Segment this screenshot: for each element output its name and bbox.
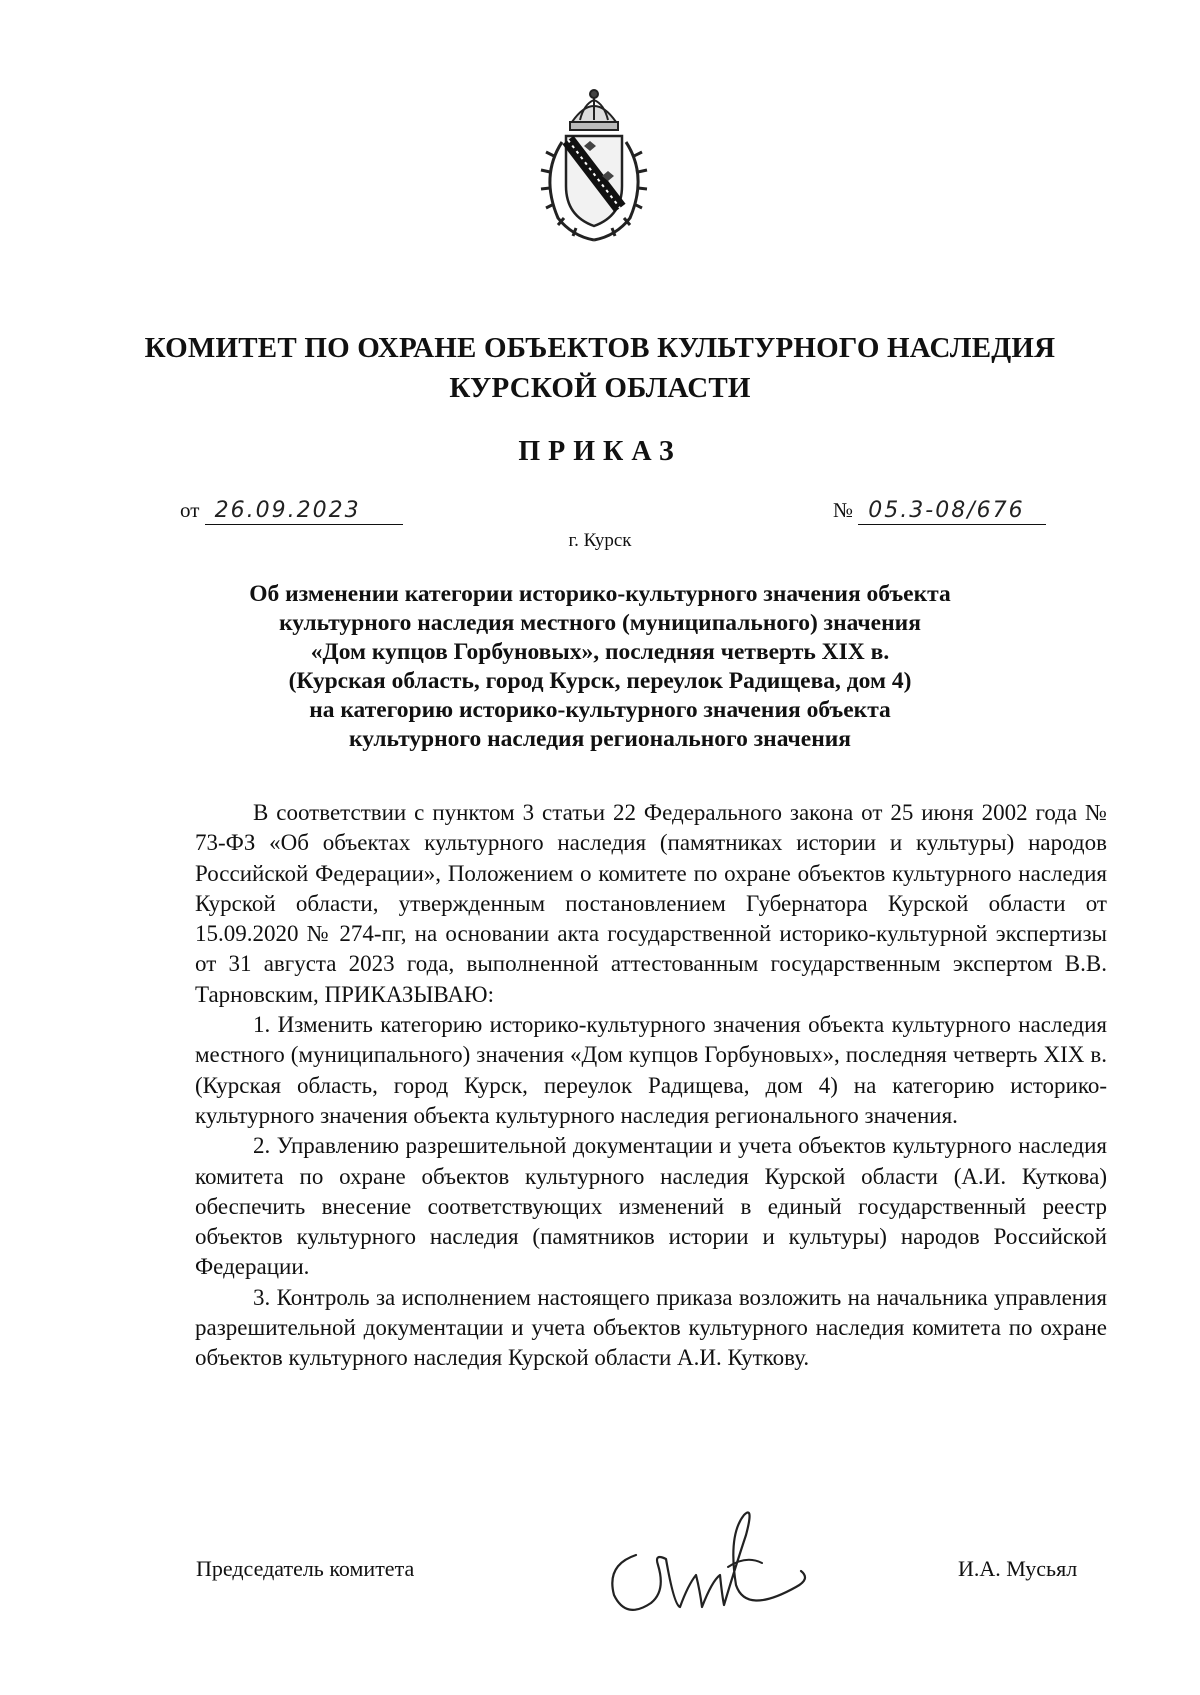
number-prefix: № (833, 498, 854, 522)
subject-line: «Дом купцов Горбуновых», последняя четверть XIX в. (310, 639, 890, 665)
subject-line: на категорию историко-культурного значения объекта (309, 697, 891, 723)
subject-line: (Курская область, город Курск, переулок Радищева, дом 4) (288, 668, 912, 694)
order-body (195, 798, 1107, 1374)
handwritten-signature-icon (596, 1495, 816, 1625)
date-prefix: от (180, 498, 200, 522)
order-subject (200, 580, 1000, 754)
organization-name (120, 328, 1080, 408)
number-field (833, 498, 1046, 525)
subject-line: культурного наследия регионального значения (348, 726, 852, 752)
document-type: ПРИКАЗ (518, 436, 682, 467)
order-item-1: 1. Изменить категорию историко-культурного значения объекта культурного наследия местного (муниципального) значения «Дом купцов Горбуновых», последняя четверть XIX в. (Курская область, город Курск, переулок Радищева, дом 4) на категорию историко-культурного значения объекта культурного наследия регионального значения. (195, 1012, 1107, 1128)
number-value: 05.3-08/676 (858, 498, 1046, 525)
order-item-3: 3. Контроль за исполнением настоящего приказа возложить на начальника управления разрешительной документации и учета объектов культурного наследия комитета по охране объектов культурного наследия Курской области А.И. Куткову. (195, 1284, 1107, 1371)
date-field (180, 498, 403, 525)
signatory-name: И.А. Мусьял (958, 1556, 1078, 1581)
preamble-paragraph: В соответствии с пунктом 3 статьи 22 Федерального закона от 25 июня 2002 года № 73-ФЗ «Об объектах культурного наследия (памятниках истории и культуры) народов Российской Федерации», Положением о комитете по охране объектов культурного наследия Курской области, утвержденным постановлением Губернатора Курской области от 15.09.2020 № 274-пг, на основании акта государственной историко-культурной экспертизы от 31 августа 2023 года, выполненной аттестованным государственным экспертом В.В. Тарновским, ПРИКАЗЫВАЮ: (195, 800, 1107, 1007)
org-line-1: КОМИТЕТ ПО ОХРАНЕ ОБЪЕКТОВ КУЛЬТУРНОГО НАСЛЕДИЯ (144, 332, 1056, 364)
city: г. Курск (568, 530, 632, 551)
subject-line: Об изменении категории историко-культурного значения объекта (249, 581, 951, 607)
order-item-2: 2. Управлению разрешительной документации и учета объектов культурного наследия комитета по охране объектов культурного наследия Курской области (А.И. Куткова) обеспечить внесение соответствующих изменений в единый государственный реестр объектов культурного наследия (памятников истории и культуры) народов Российской Федерации. (195, 1133, 1107, 1280)
org-line-2: КУРСКОЙ ОБЛАСТИ (449, 372, 751, 404)
date-value: 26.09.2023 (205, 498, 403, 525)
coat-of-arms-icon (532, 86, 656, 244)
subject-line: культурного наследия местного (муниципального) значения (279, 610, 921, 636)
signatory-title: Председатель комитета (196, 1556, 415, 1581)
